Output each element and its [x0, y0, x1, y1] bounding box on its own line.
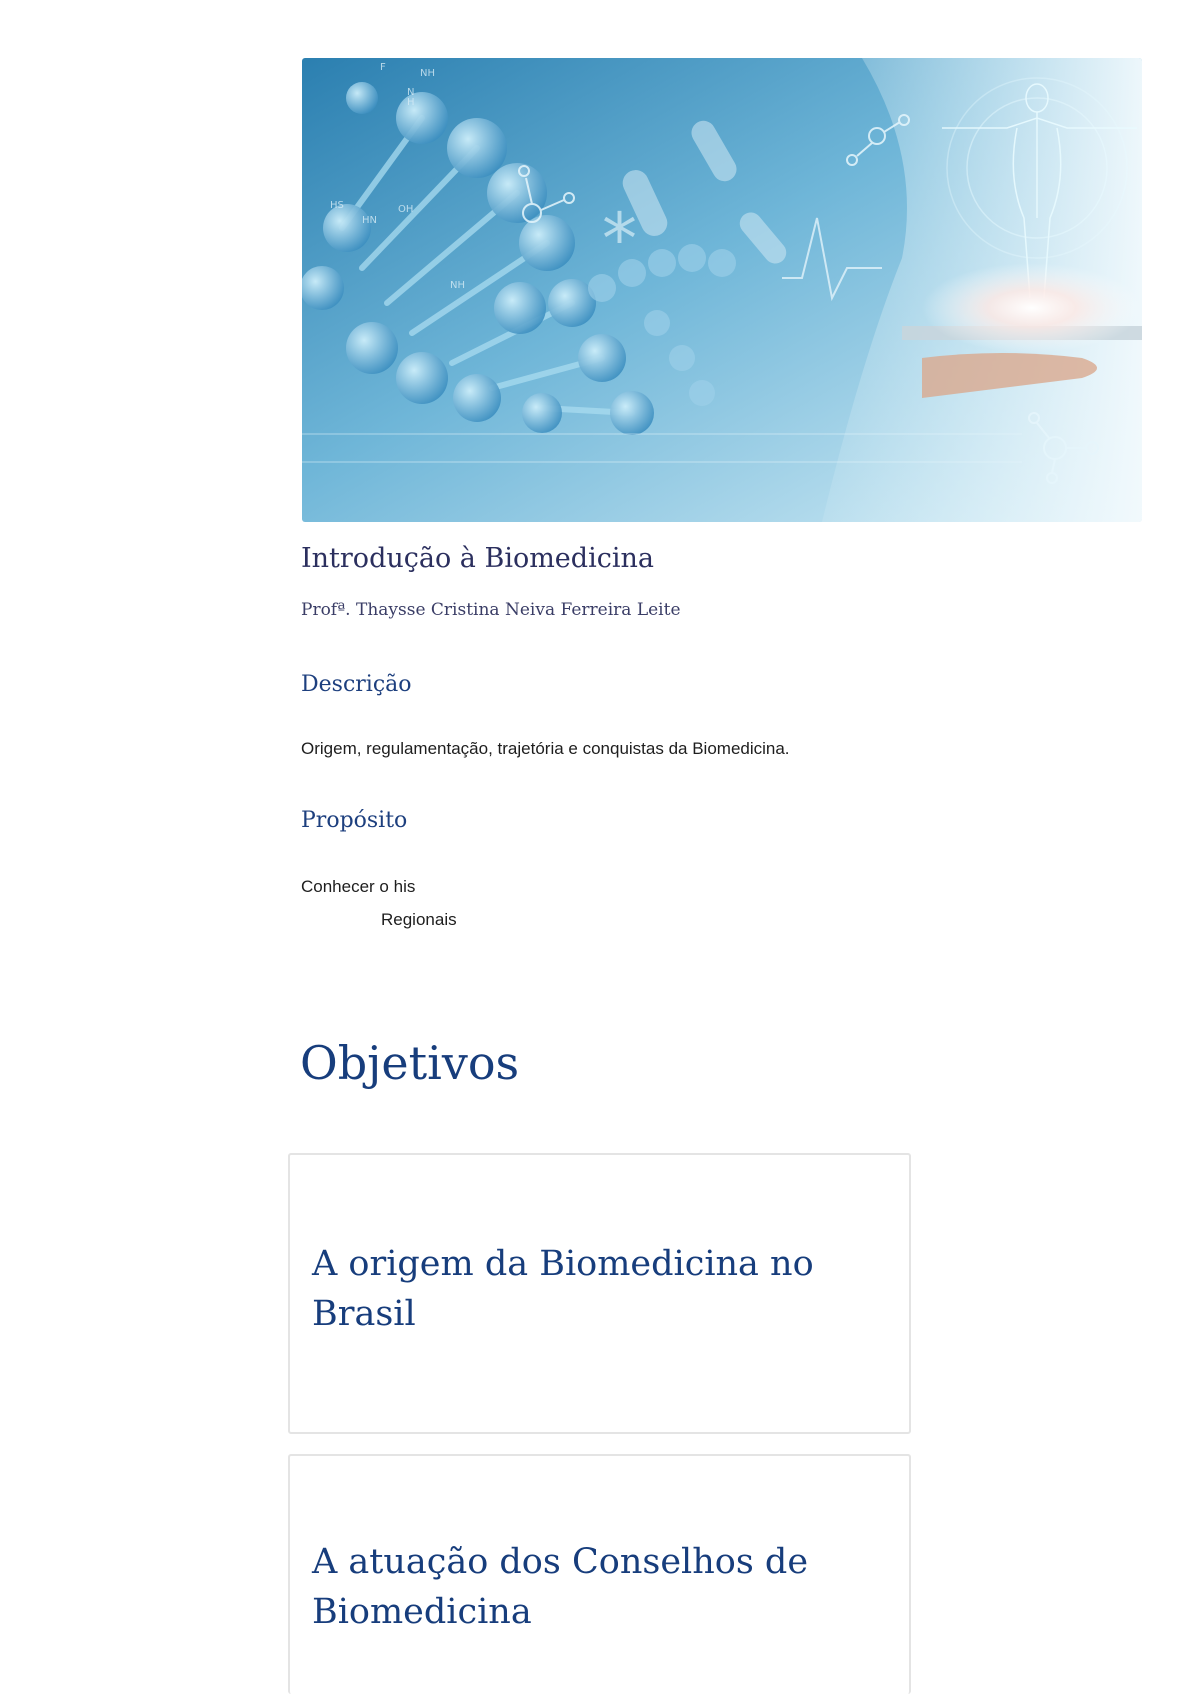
svg-text:OH: OH	[398, 204, 414, 215]
author-name: Profª. Thaysse Cristina Neiva Ferreira Leite	[301, 600, 681, 620]
hero-banner-image	[302, 58, 1142, 522]
objective-card-title-line2: Biomedicina	[312, 1592, 532, 1632]
proposito-heading: Propósito	[301, 808, 408, 833]
svg-text:NH: NH	[450, 280, 465, 291]
svg-text:HS: HS	[330, 200, 344, 211]
descricao-heading: Descrição	[301, 672, 412, 697]
svg-text:HN: HN	[362, 215, 377, 226]
svg-text:N: N	[407, 87, 415, 98]
objective-card-title: A origem da Biomedicina no Brasil	[312, 1244, 814, 1334]
svg-text:H: H	[407, 97, 415, 108]
objective-card-1[interactable]	[288, 1153, 911, 1434]
objective-card-title-line1: A atuação dos Conselhos de	[312, 1542, 809, 1582]
objective-card-2[interactable]	[288, 1454, 911, 1694]
dna-medical-illustration	[302, 58, 1142, 522]
descricao-text: Origem, regulamentação, trajetória e conquistas da Biomedicina.	[301, 739, 790, 758]
proposito-text-line2: Regionais	[381, 910, 457, 929]
svg-text:*: *	[602, 198, 637, 280]
svg-text:F: F	[380, 62, 386, 73]
svg-text:NH: NH	[420, 68, 435, 79]
objectives-heading: Objetivos	[300, 1036, 520, 1090]
document-title: Introdução à Biomedicina	[301, 543, 654, 574]
proposito-text-line1: Conhecer o his	[301, 877, 416, 896]
